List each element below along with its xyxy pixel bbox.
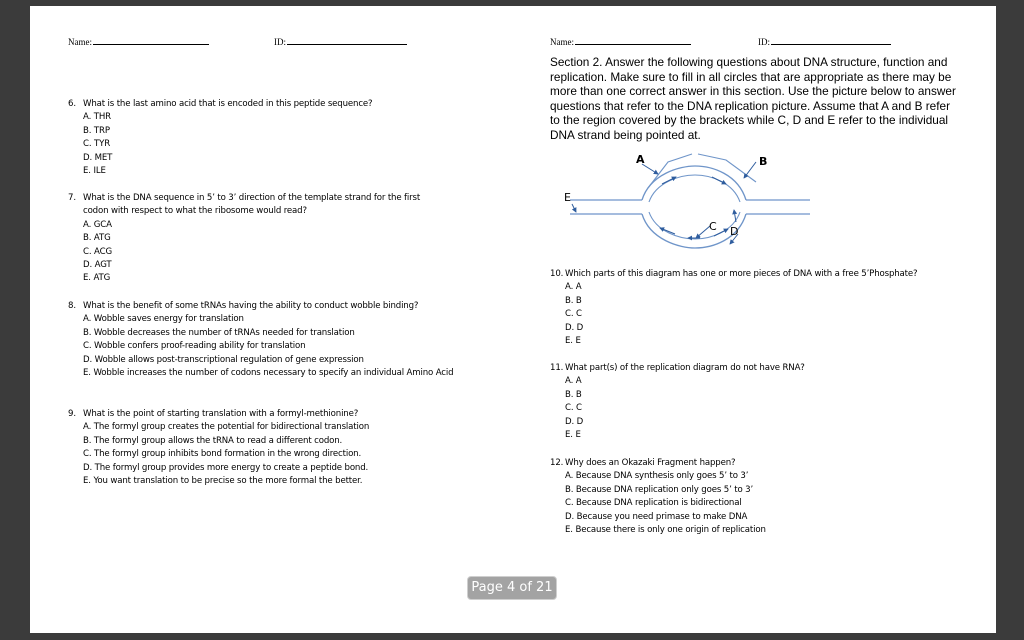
option-d: D. D <box>565 416 584 427</box>
question-number: 7. <box>68 193 76 203</box>
parental-dna-right <box>746 200 810 214</box>
id-blank-line <box>287 36 407 45</box>
id-label: ID: <box>758 37 770 47</box>
option-a: A. A <box>565 282 582 293</box>
question-stem: Why does an Okazaki Fragment happen? <box>565 458 736 468</box>
question-stem: Which parts of this diagram has one or more pieces of DNA with a free 5’Phosphate? <box>565 269 918 279</box>
question-number: 9. <box>68 409 76 419</box>
question-stem: What is the last amino acid that is encoded in this peptide sequence? <box>83 99 373 109</box>
pointer-e <box>572 204 576 212</box>
option-d: D. Wobble allows post-transcriptional regulation of gene expression <box>83 354 364 365</box>
id-field-right <box>758 36 891 47</box>
option-c: C. The formyl group inhibits bond formation in the wrong direction. <box>83 449 362 460</box>
label-c: C <box>709 220 717 233</box>
question-stem: What is the DNA sequence in 5’ to 3’ direction of the template strand for the first <box>83 193 421 203</box>
option-e: E. Because there is only one origin of replication <box>565 525 766 536</box>
label-d: D <box>730 225 739 238</box>
question-number: 8. <box>68 301 76 311</box>
question-number: 6. <box>68 99 76 109</box>
option-d: D. D <box>565 322 584 333</box>
label-a: A <box>636 153 645 166</box>
option-a: A. Because DNA synthesis only goes 5’ to 3’ <box>565 471 749 482</box>
id-label: ID: <box>274 37 286 47</box>
option-b: B. ATG <box>83 233 111 244</box>
option-e: E. E <box>565 430 581 441</box>
question-6 <box>68 98 372 178</box>
question-9 <box>68 408 369 488</box>
question-number: 11. <box>550 363 564 373</box>
question-stem: What is the benefit of some tRNAs having the ability to conduct wobble binding? <box>83 301 419 311</box>
option-a: A. THR <box>83 112 111 123</box>
option-c: C. Because DNA replication is bidirectional <box>565 498 742 509</box>
question-8 <box>68 300 488 380</box>
label-e: E <box>564 191 571 204</box>
page-indicator: Page 4 of 21 <box>467 576 557 600</box>
option-a: A. GCA <box>83 219 112 230</box>
question-number: 10. <box>550 269 564 279</box>
option-c: C. C <box>565 403 582 414</box>
document-page <box>30 6 996 633</box>
name-field-right <box>550 36 691 47</box>
option-a: A. Wobble saves energy for translation <box>83 314 244 325</box>
pointer-b <box>744 162 756 178</box>
question-stem: What is the point of starting translation with a formyl-methionine? <box>83 409 359 419</box>
strand-direction-arrows <box>660 177 739 238</box>
bracket-b <box>698 154 756 182</box>
option-c: C. TYR <box>83 139 111 150</box>
option-e: E. Wobble increases the number of codons necessary to specify an individual Amino Acid <box>83 368 454 379</box>
option-e: E. You want translation to be precise so the more formal the better. <box>83 476 363 487</box>
name-blank-line <box>93 36 209 45</box>
label-b: B <box>759 155 768 168</box>
option-d: D. Because you need primase to make DNA <box>565 511 748 522</box>
name-field-left <box>68 36 209 47</box>
question-11 <box>550 362 805 442</box>
name-label: Name: <box>68 37 92 47</box>
question-7 <box>68 192 420 286</box>
option-b: B. B <box>565 295 582 306</box>
option-e: E. ATG <box>83 273 111 284</box>
option-d: D. AGT <box>83 260 112 271</box>
question-12 <box>550 457 766 537</box>
option-c: C. Wobble confers proof-reading ability for translation <box>83 341 306 352</box>
name-label: Name: <box>550 37 574 47</box>
question-stem-continued: codon with respect to what the ribosome would read? <box>83 206 307 217</box>
pointer-c <box>696 226 710 238</box>
option-b: B. B <box>565 389 582 400</box>
question-number: 12. <box>550 458 564 468</box>
option-d: D. The formyl group provides more energy to create a peptide bond. <box>83 462 369 473</box>
option-a: A. The formyl group creates the potential for bidirectional translation <box>83 422 370 433</box>
option-c: C. C <box>565 309 582 320</box>
name-blank-line <box>575 36 691 45</box>
option-a: A. A <box>565 376 582 387</box>
option-d: D. MET <box>83 152 113 163</box>
option-b: B. Because DNA replication only goes 5’ to 3’ <box>565 484 754 495</box>
option-e: E. E <box>565 336 581 347</box>
parental-dna-left <box>570 200 642 214</box>
question-stem: What part(s) of the replication diagram do not have RNA? <box>565 363 805 373</box>
question-10 <box>550 268 917 348</box>
dna-replication-diagram <box>550 144 970 264</box>
option-b: B. TRP <box>83 125 110 136</box>
section-2-intro: Section 2. Answer the following questions about DNA structure, function and replication. Make sure to fill in all circles that are appropriate as there may be more than one correct answer in this section. Use the picture below to answer questions that refer to the DNA replication picture. Assume that A and B refer to the region covered by the brackets while C, D and E refer to the individual DNA strand being pointed at. <box>550 55 956 142</box>
option-e: E. ILE <box>83 166 106 177</box>
option-b: B. The formyl group allows the tRNA to read a different codon. <box>83 435 343 446</box>
id-field-left <box>274 36 407 47</box>
id-blank-line <box>771 36 891 45</box>
option-c: C. ACG <box>83 246 112 257</box>
option-b: B. Wobble decreases the number of tRNAs needed for translation <box>83 327 355 338</box>
